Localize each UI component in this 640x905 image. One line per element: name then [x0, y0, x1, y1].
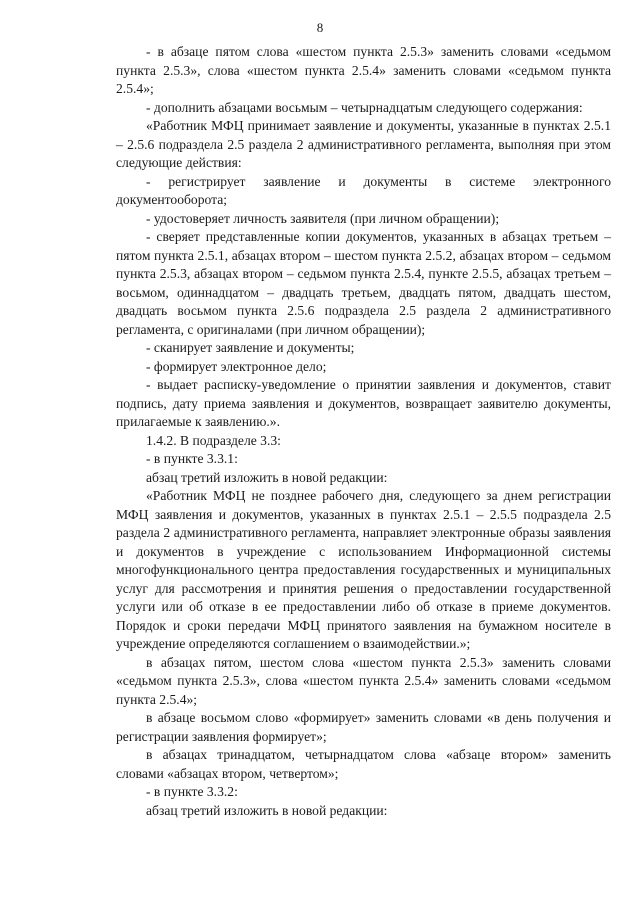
- paragraph: - в абзаце пятом слова «шестом пункта 2.5.3» заменить словами «седьмом пункта 2.5.3», слова «шестом пункта 2.5.4» заменить словами «седьмом пункта 2.5.4»;: [116, 44, 611, 96]
- paragraph: - удостоверяет личность заявителя (при личном обращении);: [146, 210, 500, 226]
- paragraph: - сверяет представленные копии документов, указанных в абзацах третьем – пятом пункта 2.5.1, абзацах втором – шестом пункта 2.5.2, абзацах втором – седьмом пункта 2.5.3, абзацах втором – седьмом пункта 2.5.4, пункте 2.5.5, абзацах третьем – восьмом, одиннадцатом – двадцать третьем, двадцать пятом, двадцать шестом, двадцать восьмом пункта 2.5.6 подраздела 2.5 раздела 2 административного регламента, с оригиналами (при личном обращении);: [116, 229, 611, 337]
- paragraph: 1.4.2. В подразделе 3.3:: [146, 432, 281, 448]
- paragraph: - в пункте 3.3.1:: [146, 451, 238, 466]
- page-number: 8: [316, 20, 324, 35]
- paragraph: в абзацах пятом, шестом слова «шестом пункта 2.5.3» заменить словами «седьмом пункта 2.5.3», слова «шестом пункта 2.5.4» заменить словами «седьмом пункта 2.5.4»;: [116, 654, 611, 707]
- paragraph: «Работник МФЦ принимает заявление и документы, указанные в пунктах 2.5.1 – 2.5.6 подраздела 2.5 раздела 2 административного регламента, выполняя при этом следующие действия:: [116, 118, 611, 170]
- paragraph: - формирует электронное дело;: [146, 358, 327, 374]
- paragraph: - регистрирует заявление и документы в системе электронного документооборота;: [116, 173, 611, 207]
- paragraph: в абзаце восьмом слово «формирует» заменить словами «в день получения и регистрации заявления формирует»;: [116, 710, 611, 744]
- paragraph: - сканирует заявление и документы;: [146, 340, 355, 355]
- paragraph: «Работник МФЦ не позднее рабочего дня, следующего за днем регистрации МФЦ заявления и документов, указанных в пунктах 2.5.1 – 2.5.5 подраздела 2.5 раздела 2 административного регламента, направляет электронные образы заявления и документов в учреждение с использованием Информационной системы многофункционального центра предоставления государственных и муниципальных услуг для рассмотрения и принятия решения о предоставлении государственной услуги или об отказе в ее предоставлении либо об отказе в приеме документов. Порядок и сроки передачи МФЦ принятого заявления на бумажном носителе в учреждение определяются соглашением о взаимодействии.»;: [116, 488, 611, 651]
- paragraph: в абзацах тринадцатом, четырнадцатом слова «абзаце втором» заменить словами «абзацах втором, четвертом»;: [116, 747, 611, 781]
- document-body: [116, 43, 611, 820]
- paragraph: - выдает расписку-уведомление о принятии заявления и документов, ставит подпись, дату приема заявления и документов, возвращает заявителю документы, прилагаемые к заявлению.».: [116, 377, 611, 429]
- paragraph: абзац третий изложить в новой редакции:: [146, 802, 388, 818]
- paragraph: - в пункте 3.3.2:: [146, 784, 238, 799]
- paragraph: - дополнить абзацами восьмым – четырнадцатым следующего содержания:: [146, 99, 583, 115]
- paragraph: абзац третий изложить в новой редакции:: [146, 469, 388, 485]
